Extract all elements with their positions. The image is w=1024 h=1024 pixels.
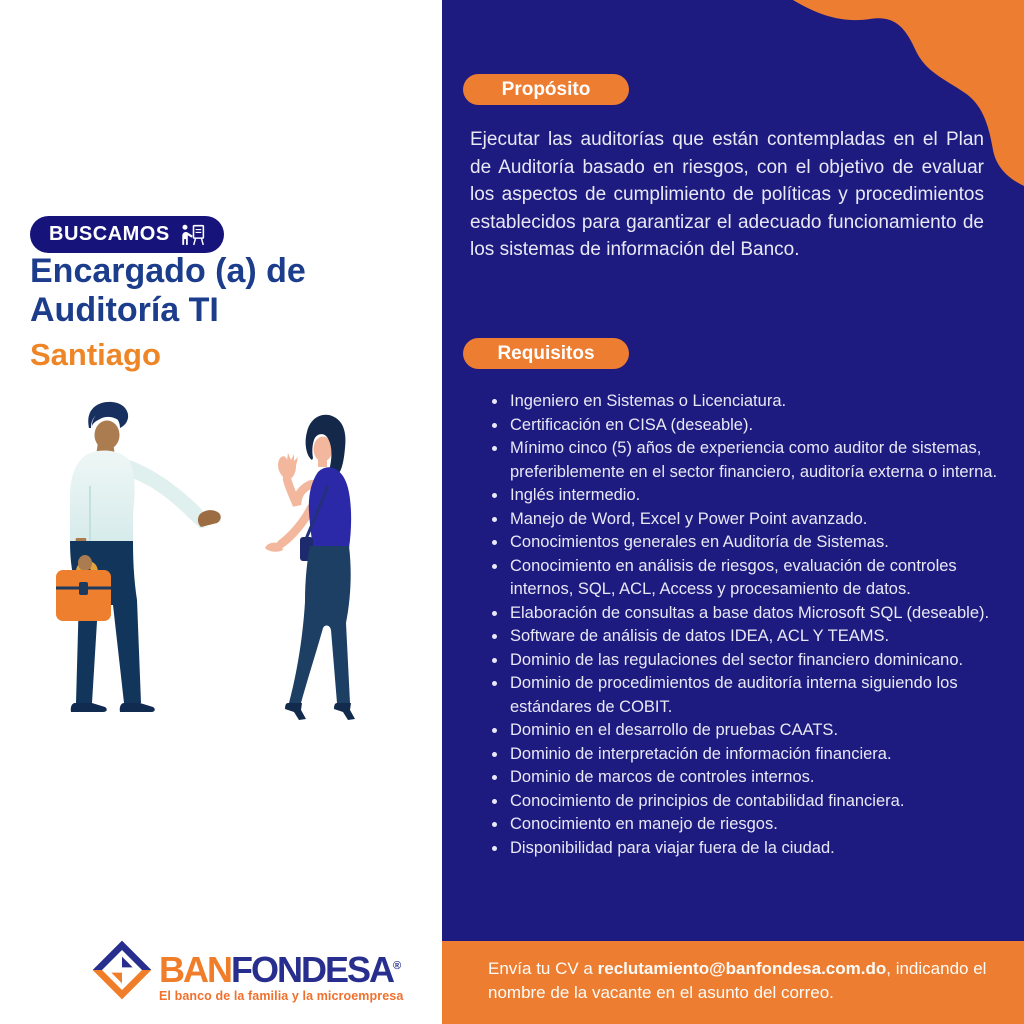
- requirements-list: [486, 390, 1020, 860]
- requirement-item: • Inglés intermedio.: [508, 484, 1020, 508]
- requirement-item: • Software de análisis de datos IDEA, ACL Y TEAMS.: [508, 625, 1020, 649]
- requirement-item: • Manejo de Word, Excel y Power Point avanzado.: [508, 508, 1020, 532]
- requirement-item: • Conocimiento en manejo de riesgos.: [508, 813, 1020, 837]
- requirement-item: • Ingeniero en Sistemas o Licenciatura.: [508, 390, 1020, 414]
- presenter-easel-icon: [180, 223, 207, 246]
- requirement-item: • Conocimiento en análisis de riesgos, evaluación de controles internos, SQL, ACL, Access y procesamiento de datos.: [508, 555, 1020, 602]
- footer-text: [488, 957, 988, 1005]
- job-title-line2: Auditoría TI: [30, 291, 219, 329]
- proposito-label: Propósito: [501, 78, 591, 100]
- requirement-item: • Dominio de interpretación de información financiera.: [508, 743, 1020, 767]
- requisitos-label: Requisitos: [497, 342, 595, 364]
- requirement-item: • Conocimientos generales en Auditoría de Sistemas.: [508, 531, 1020, 555]
- footer-prefix: Envía tu CV a: [488, 959, 598, 978]
- requirement-item: • Mínimo cinco (5) años de experiencia como auditor de sistemas, preferiblemente en el sector financiero, auditoría externa o interna.: [508, 437, 1020, 484]
- logo-ban: BAN: [159, 949, 231, 990]
- logo-text-block: [159, 948, 403, 1003]
- requirement-item: • Elaboración de consultas a base datos Microsoft SQL (deseable).: [508, 602, 1020, 626]
- buscamos-badge: [30, 216, 224, 253]
- footer-bar: [442, 941, 1024, 1024]
- banfondesa-logo: [90, 938, 403, 1007]
- logo-registered-mark: ®: [393, 960, 402, 972]
- requirement-item: • Conocimiento de principios de contabilidad financiera.: [508, 790, 1020, 814]
- man-figure: [56, 402, 221, 712]
- logo-fondesa: FONDESA: [231, 949, 394, 990]
- buscamos-label: BUSCAMOS: [49, 223, 170, 245]
- purpose-text: Ejecutar las auditorías que están contempladas en el Plan de Auditoría basado en riesgos, con el objetivo de evaluar los aspectos de cumplimiento de políticas y procedimientos establecidos para garantizar el adecuado funcionamiento de los sistemas de información del Banco.: [470, 129, 984, 260]
- job-title-line1: Encargado (a) de: [30, 252, 306, 290]
- requirement-item: • Dominio de las regulaciones del sector financiero dominicano.: [508, 649, 1020, 673]
- requirement-item: • Disponibilidad para viajar fuera de la ciudad.: [508, 837, 1020, 861]
- logo-wordmark: [159, 948, 403, 988]
- requirement-item: • Certificación en CISA (deseable).: [508, 414, 1020, 438]
- woman-figure: [265, 415, 355, 720]
- requirement-item: • Dominio de marcos de controles internos.: [508, 766, 1020, 790]
- proposito-pill: [463, 74, 629, 105]
- people-illustration: [40, 390, 400, 750]
- right-panel: [442, 0, 1024, 1024]
- job-location: Santiago: [30, 337, 161, 372]
- job-title: [30, 252, 400, 330]
- requisitos-pill: [463, 338, 629, 369]
- email-address: reclutamiento@banfondesa.com.do: [597, 959, 887, 978]
- logo-tagline: El banco de la familia y la microempresa: [159, 989, 404, 1003]
- left-panel: [0, 0, 442, 1024]
- footer-suffix: , indicando el nombre de la vacante en el asunto del correo.: [488, 959, 987, 1002]
- diamond-logo-icon: [90, 938, 154, 1007]
- requirement-item: • Dominio de procedimientos de auditoría interna siguiendo los estándares de COBIT.: [508, 672, 1020, 719]
- requirement-item: • Dominio en el desarrollo de pruebas CAATS.: [508, 719, 1020, 743]
